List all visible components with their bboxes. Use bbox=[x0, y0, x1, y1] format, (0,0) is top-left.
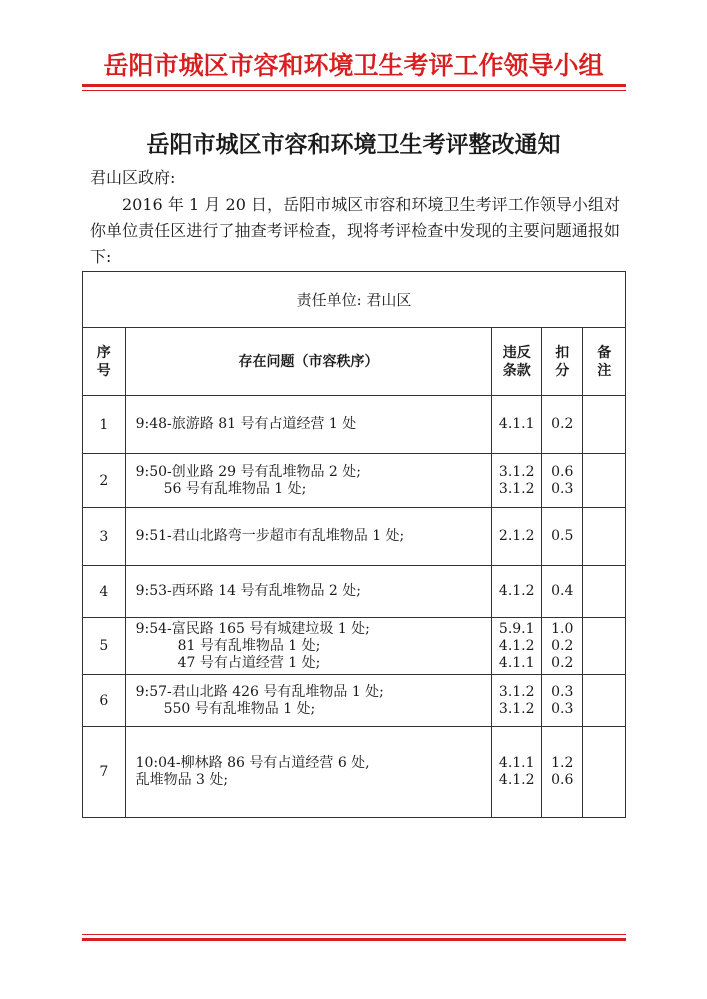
row-note bbox=[583, 618, 626, 675]
issue-line: 9:50-创业路 29 号有乱堆物品 2 处; bbox=[135, 463, 361, 480]
header-deduct bbox=[542, 328, 583, 396]
code-line: 4.1.2 bbox=[498, 637, 535, 654]
table-row bbox=[83, 396, 626, 454]
deduct-line: 0.2 bbox=[551, 416, 574, 432]
header-note bbox=[583, 328, 626, 396]
code-line: 3.1.2 bbox=[498, 480, 535, 497]
deduct-line: 0.6 bbox=[551, 772, 574, 788]
row-index: 5 bbox=[83, 618, 126, 675]
notice-body-paragraph: 2016 年 1 月 20 日，岳阳市城区市容和环境卫生考评工作领导小组对你单位责任区进行了抽查考评检查，现将考评检查中发现的主要问题通报如下: bbox=[90, 195, 620, 266]
deduct-line: 0.3 bbox=[551, 683, 574, 700]
row-index: 1 bbox=[83, 396, 126, 454]
issue-line: 9:53-西环路 14 号有乱堆物品 2 处; bbox=[135, 583, 361, 599]
row-issue bbox=[125, 508, 492, 566]
deduct-line: 0.2 bbox=[551, 654, 574, 671]
issue-line: 9:57-君山北路 426 号有乱堆物品 1 处; bbox=[135, 683, 384, 700]
header-deduct-text: 扣分 bbox=[555, 344, 570, 379]
recipient-line: 君山区政府: bbox=[90, 168, 176, 187]
responsible-unit-row bbox=[83, 272, 626, 328]
issue-line: 10:04-柳林路 86 号有占道经营 6 处, bbox=[135, 755, 370, 771]
issue-line: 乱堆物品 3 处; bbox=[135, 772, 229, 788]
row-deduct bbox=[542, 566, 583, 618]
issue-line: 56 号有乱堆物品 1 处; bbox=[163, 480, 307, 497]
header-index bbox=[83, 328, 126, 396]
issue-line: 9:48-旅游路 81 号有占道经营 1 处 bbox=[135, 416, 357, 432]
inspection-issues-table bbox=[82, 271, 626, 818]
row-issue bbox=[125, 454, 492, 508]
row-code bbox=[492, 727, 542, 818]
issue-line: 81 号有乱堆物品 1 处; bbox=[177, 637, 321, 654]
code-line: 5.9.1 bbox=[498, 620, 535, 637]
deduct-line: 0.5 bbox=[551, 528, 574, 544]
code-line: 4.1.1 bbox=[498, 416, 535, 432]
table-header-row bbox=[83, 328, 626, 396]
row-index: 3 bbox=[83, 508, 126, 566]
row-code bbox=[492, 454, 542, 508]
code-line: 4.1.2 bbox=[498, 772, 535, 788]
issue-line: 9:54-富民路 165 号有城建垃圾 1 处; bbox=[135, 620, 370, 637]
row-issue bbox=[125, 618, 492, 675]
code-line: 3.1.2 bbox=[498, 683, 535, 700]
row-deduct bbox=[542, 454, 583, 508]
header-rule-thin bbox=[82, 90, 626, 91]
row-deduct bbox=[542, 618, 583, 675]
row-issue bbox=[125, 566, 492, 618]
header-issue: 存在问题（市容秩序） bbox=[125, 328, 492, 396]
row-note bbox=[583, 675, 626, 727]
table-row bbox=[83, 727, 626, 818]
footer-rule-thin bbox=[82, 934, 626, 935]
row-code bbox=[492, 508, 542, 566]
row-code bbox=[492, 396, 542, 454]
row-issue bbox=[125, 675, 492, 727]
deduct-line: 0.3 bbox=[551, 700, 574, 717]
row-note bbox=[583, 566, 626, 618]
issue-line: 550 号有乱堆物品 1 处; bbox=[163, 700, 316, 717]
row-deduct bbox=[542, 508, 583, 566]
deduct-line: 0.6 bbox=[551, 463, 574, 480]
table-row bbox=[83, 454, 626, 508]
row-code bbox=[492, 566, 542, 618]
row-note bbox=[583, 727, 626, 818]
table-row bbox=[83, 508, 626, 566]
row-index: 7 bbox=[83, 727, 126, 818]
document-title: 岳阳市城区市容和环境卫生考评整改通知 bbox=[146, 131, 561, 158]
issuing-organization-header: 岳阳市城区市容和环境卫生考评工作领导小组 bbox=[103, 51, 604, 80]
row-deduct bbox=[542, 727, 583, 818]
header-index-text: 序号 bbox=[96, 344, 111, 379]
row-issue bbox=[125, 396, 492, 454]
row-deduct bbox=[542, 675, 583, 727]
deduct-line: 0.4 bbox=[551, 583, 574, 599]
table-row bbox=[83, 675, 626, 727]
row-issue bbox=[125, 727, 492, 818]
row-deduct bbox=[542, 396, 583, 454]
table-row bbox=[83, 618, 626, 675]
header-code bbox=[492, 328, 542, 396]
row-index: 2 bbox=[83, 454, 126, 508]
issue-line: 9:51-君山北路弯一步超市有乱堆物品 1 处; bbox=[135, 528, 405, 544]
code-line: 4.1.2 bbox=[498, 583, 535, 599]
deduct-line: 1.0 bbox=[551, 620, 574, 637]
row-note bbox=[583, 508, 626, 566]
row-code bbox=[492, 618, 542, 675]
code-line: 3.1.2 bbox=[498, 463, 535, 480]
header-note-text: 备注 bbox=[597, 344, 612, 379]
footer-rule-thick bbox=[82, 938, 626, 941]
row-index: 6 bbox=[83, 675, 126, 727]
deduct-line: 0.3 bbox=[551, 480, 574, 497]
row-note bbox=[583, 396, 626, 454]
responsible-unit-cell: 责任单位: 君山区 bbox=[83, 272, 626, 328]
row-note bbox=[583, 454, 626, 508]
issue-line: 47 号有占道经营 1 处; bbox=[177, 654, 321, 671]
row-code bbox=[492, 675, 542, 727]
code-line: 3.1.2 bbox=[498, 700, 535, 717]
code-line: 4.1.1 bbox=[498, 755, 535, 771]
header-code-text: 违反条款 bbox=[502, 344, 531, 379]
row-index: 4 bbox=[83, 566, 126, 618]
deduct-line: 0.2 bbox=[551, 637, 574, 654]
deduct-line: 1.2 bbox=[551, 755, 574, 771]
code-line: 2.1.2 bbox=[498, 528, 535, 544]
header-rule-thick bbox=[82, 84, 626, 87]
code-line: 4.1.1 bbox=[498, 654, 535, 671]
table-row bbox=[83, 566, 626, 618]
